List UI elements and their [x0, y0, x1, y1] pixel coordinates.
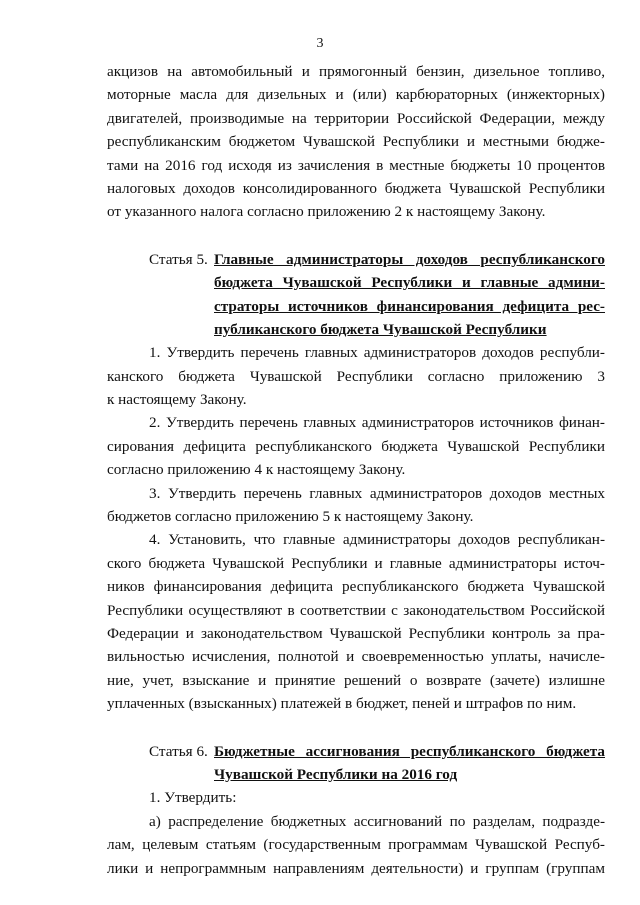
article-title-line: Главные администраторы доходов республиканского	[214, 250, 605, 268]
text-line: тами на 2016 год исходя из зачисления в местные бюджеты 10 процентов	[107, 156, 605, 174]
article-6-paragraph-1: 1. Утвердить:	[149, 789, 237, 807]
text-line: бюджетов согласно приложению 5 к настоящему Закону.	[107, 508, 474, 526]
text-line: сирования дефицита республиканского бюджета Чувашской Республики	[107, 437, 605, 455]
article-title-line: страторы источников финансирования дефицита рес-	[214, 297, 605, 315]
article-title-line: публиканского бюджета Чувашской Республики	[214, 320, 547, 338]
text-line: вильностью исчисления, полнотой и своевременностью уплаты, начисле-	[107, 648, 605, 666]
text-line: Республики осуществляют в соответствии с законодательством Российской	[107, 601, 605, 619]
document-body	[107, 60, 605, 880]
text-line: 1. Утвердить перечень главных администраторов доходов республи-	[149, 344, 605, 362]
text-line: 4. Установить, что главные администраторы доходов республикан-	[149, 531, 605, 549]
article-6-heading	[107, 740, 605, 787]
article-label: Статья 6.	[149, 742, 208, 760]
article-5-paragraph-2	[107, 411, 605, 481]
text-line: ского бюджета Чувашской Республики и главные администраторы источ-	[107, 554, 605, 572]
text-line: республиканским бюджетом Чувашской Республики и местными бюдже-	[107, 133, 605, 151]
text-line: ние, учет, взыскание и принятие решений о возврате (зачете) излишне	[107, 671, 605, 689]
text-line: двигателей, производимые на территории Российской Федерации, между	[107, 109, 605, 127]
article-5-paragraph-4	[107, 528, 605, 715]
text-line: моторные масла для дизельных и (или) карбюраторных (инжекторных)	[107, 86, 605, 104]
text-line: лам, целевым статьям (государственным программам Чувашской Респуб-	[107, 836, 605, 854]
article-6-subparagraph-a	[107, 810, 605, 880]
text-line: лики и непрограммным направлениям деятельности) и группам (группам	[107, 859, 605, 877]
text-line: канского бюджета Чувашской Республики согласно приложению 3	[107, 367, 605, 385]
text-line: Федерации и законодательством Чувашской Республики контроль за пра-	[107, 624, 605, 642]
article-title-line: Чувашской Республики на 2016 год	[214, 765, 458, 783]
article-5-paragraph-3	[107, 482, 605, 529]
article-label: Статья 5.	[149, 250, 208, 268]
article-5-paragraph-1	[107, 341, 605, 411]
text-line: от указанного налога согласно приложению 2 к настоящему Закону.	[107, 203, 546, 221]
text-line: а) распределение бюджетных ассигнований по разделам, подразде-	[149, 812, 605, 830]
text-line: налоговых доходов консолидированного бюджета Чувашской Республики	[107, 179, 605, 197]
text-line: согласно приложению 4 к настоящему Закону.	[107, 461, 406, 479]
text-line: к настоящему Закону.	[107, 391, 247, 409]
page-number: 3	[316, 36, 324, 51]
article-title-line: бюджета Чувашской Республики и главные админи-	[214, 274, 605, 292]
text-line: ников финансирования дефицита республиканского бюджета Чувашской	[107, 578, 605, 596]
article-5-heading	[107, 248, 605, 342]
text-line: уплаченных (взысканных) платежей в бюджет, пеней и штрафов по ним.	[107, 695, 577, 713]
text-line: акцизов на автомобильный и прямогонный бензин, дизельное топливо,	[107, 63, 605, 80]
article-title-line: Бюджетные ассигнования республиканского бюджета	[214, 742, 605, 760]
text-line: 2. Утвердить перечень главных администраторов источников финан-	[149, 414, 605, 432]
intro-paragraph	[107, 60, 605, 224]
text-line: 3. Утвердить перечень главных администраторов доходов местных	[149, 484, 605, 502]
